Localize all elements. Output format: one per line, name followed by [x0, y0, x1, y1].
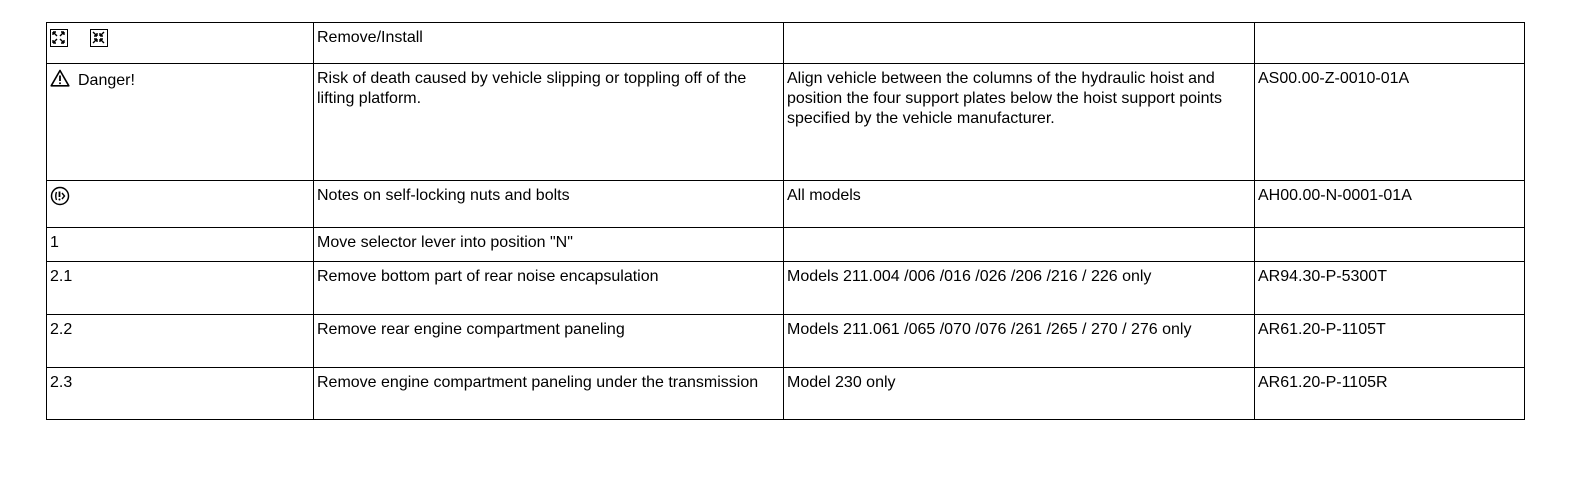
header-scope-cell [784, 23, 1255, 64]
danger-label: Danger! [78, 72, 135, 89]
note-icon-cell [47, 181, 314, 228]
step-number: 2.1 [47, 262, 314, 315]
header-reference-cell [1255, 23, 1525, 64]
header-icons-cell [47, 23, 314, 64]
step-number: 1 [47, 228, 314, 262]
step-reference[interactable]: AR61.20-P-1105T [1255, 315, 1525, 368]
danger-reference-cell[interactable]: AS00.00-Z-0010-01A [1255, 64, 1525, 181]
note-circle-icon [50, 186, 70, 212]
step-text: Remove rear engine compartment paneling [314, 315, 784, 368]
step-reference[interactable]: AR61.20-P-1105R [1255, 368, 1525, 420]
step-text: Remove engine compartment paneling under the transmission [314, 368, 784, 420]
step-reference[interactable]: AR94.30-P-5300T [1255, 262, 1525, 315]
danger-label-cell [47, 64, 314, 181]
step-reference [1255, 228, 1525, 262]
step-text: Move selector lever into position "N" [314, 228, 784, 262]
note-text-cell: Notes on self-locking nuts and bolts [314, 181, 784, 228]
danger-risk-cell: Risk of death caused by vehicle slipping or toppling off of the lifting platform. [314, 64, 784, 181]
step-text: Remove bottom part of rear noise encapsulation [314, 262, 784, 315]
step-scope: Model 230 only [784, 368, 1255, 420]
table-row [47, 228, 1525, 262]
step-number: 2.2 [47, 315, 314, 368]
table-row [47, 368, 1525, 420]
step-number: 2.3 [47, 368, 314, 420]
warning-triangle-icon [50, 69, 70, 93]
header-row [47, 23, 1525, 64]
header-action-cell: Remove/Install [314, 23, 784, 64]
expand-icon[interactable] [50, 29, 68, 47]
danger-measure-cell: Align vehicle between the columns of the hydraulic hoist and position the four support plates below the hoist support points specified by the vehicle manufacturer. [784, 64, 1255, 181]
note-reference-cell[interactable]: AH00.00-N-0001-01A [1255, 181, 1525, 228]
step-scope [784, 228, 1255, 262]
table-row [47, 262, 1525, 315]
danger-row [47, 64, 1525, 181]
step-scope: Models 211.061 /065 /070 /076 /261 /265 / 270 / 276 only [784, 315, 1255, 368]
note-scope-cell: All models [784, 181, 1255, 228]
procedure-table [46, 22, 1525, 420]
note-row [47, 181, 1525, 228]
collapse-icon[interactable] [90, 29, 108, 47]
step-scope: Models 211.004 /006 /016 /026 /206 /216 / 226 only [784, 262, 1255, 315]
table-row [47, 315, 1525, 368]
